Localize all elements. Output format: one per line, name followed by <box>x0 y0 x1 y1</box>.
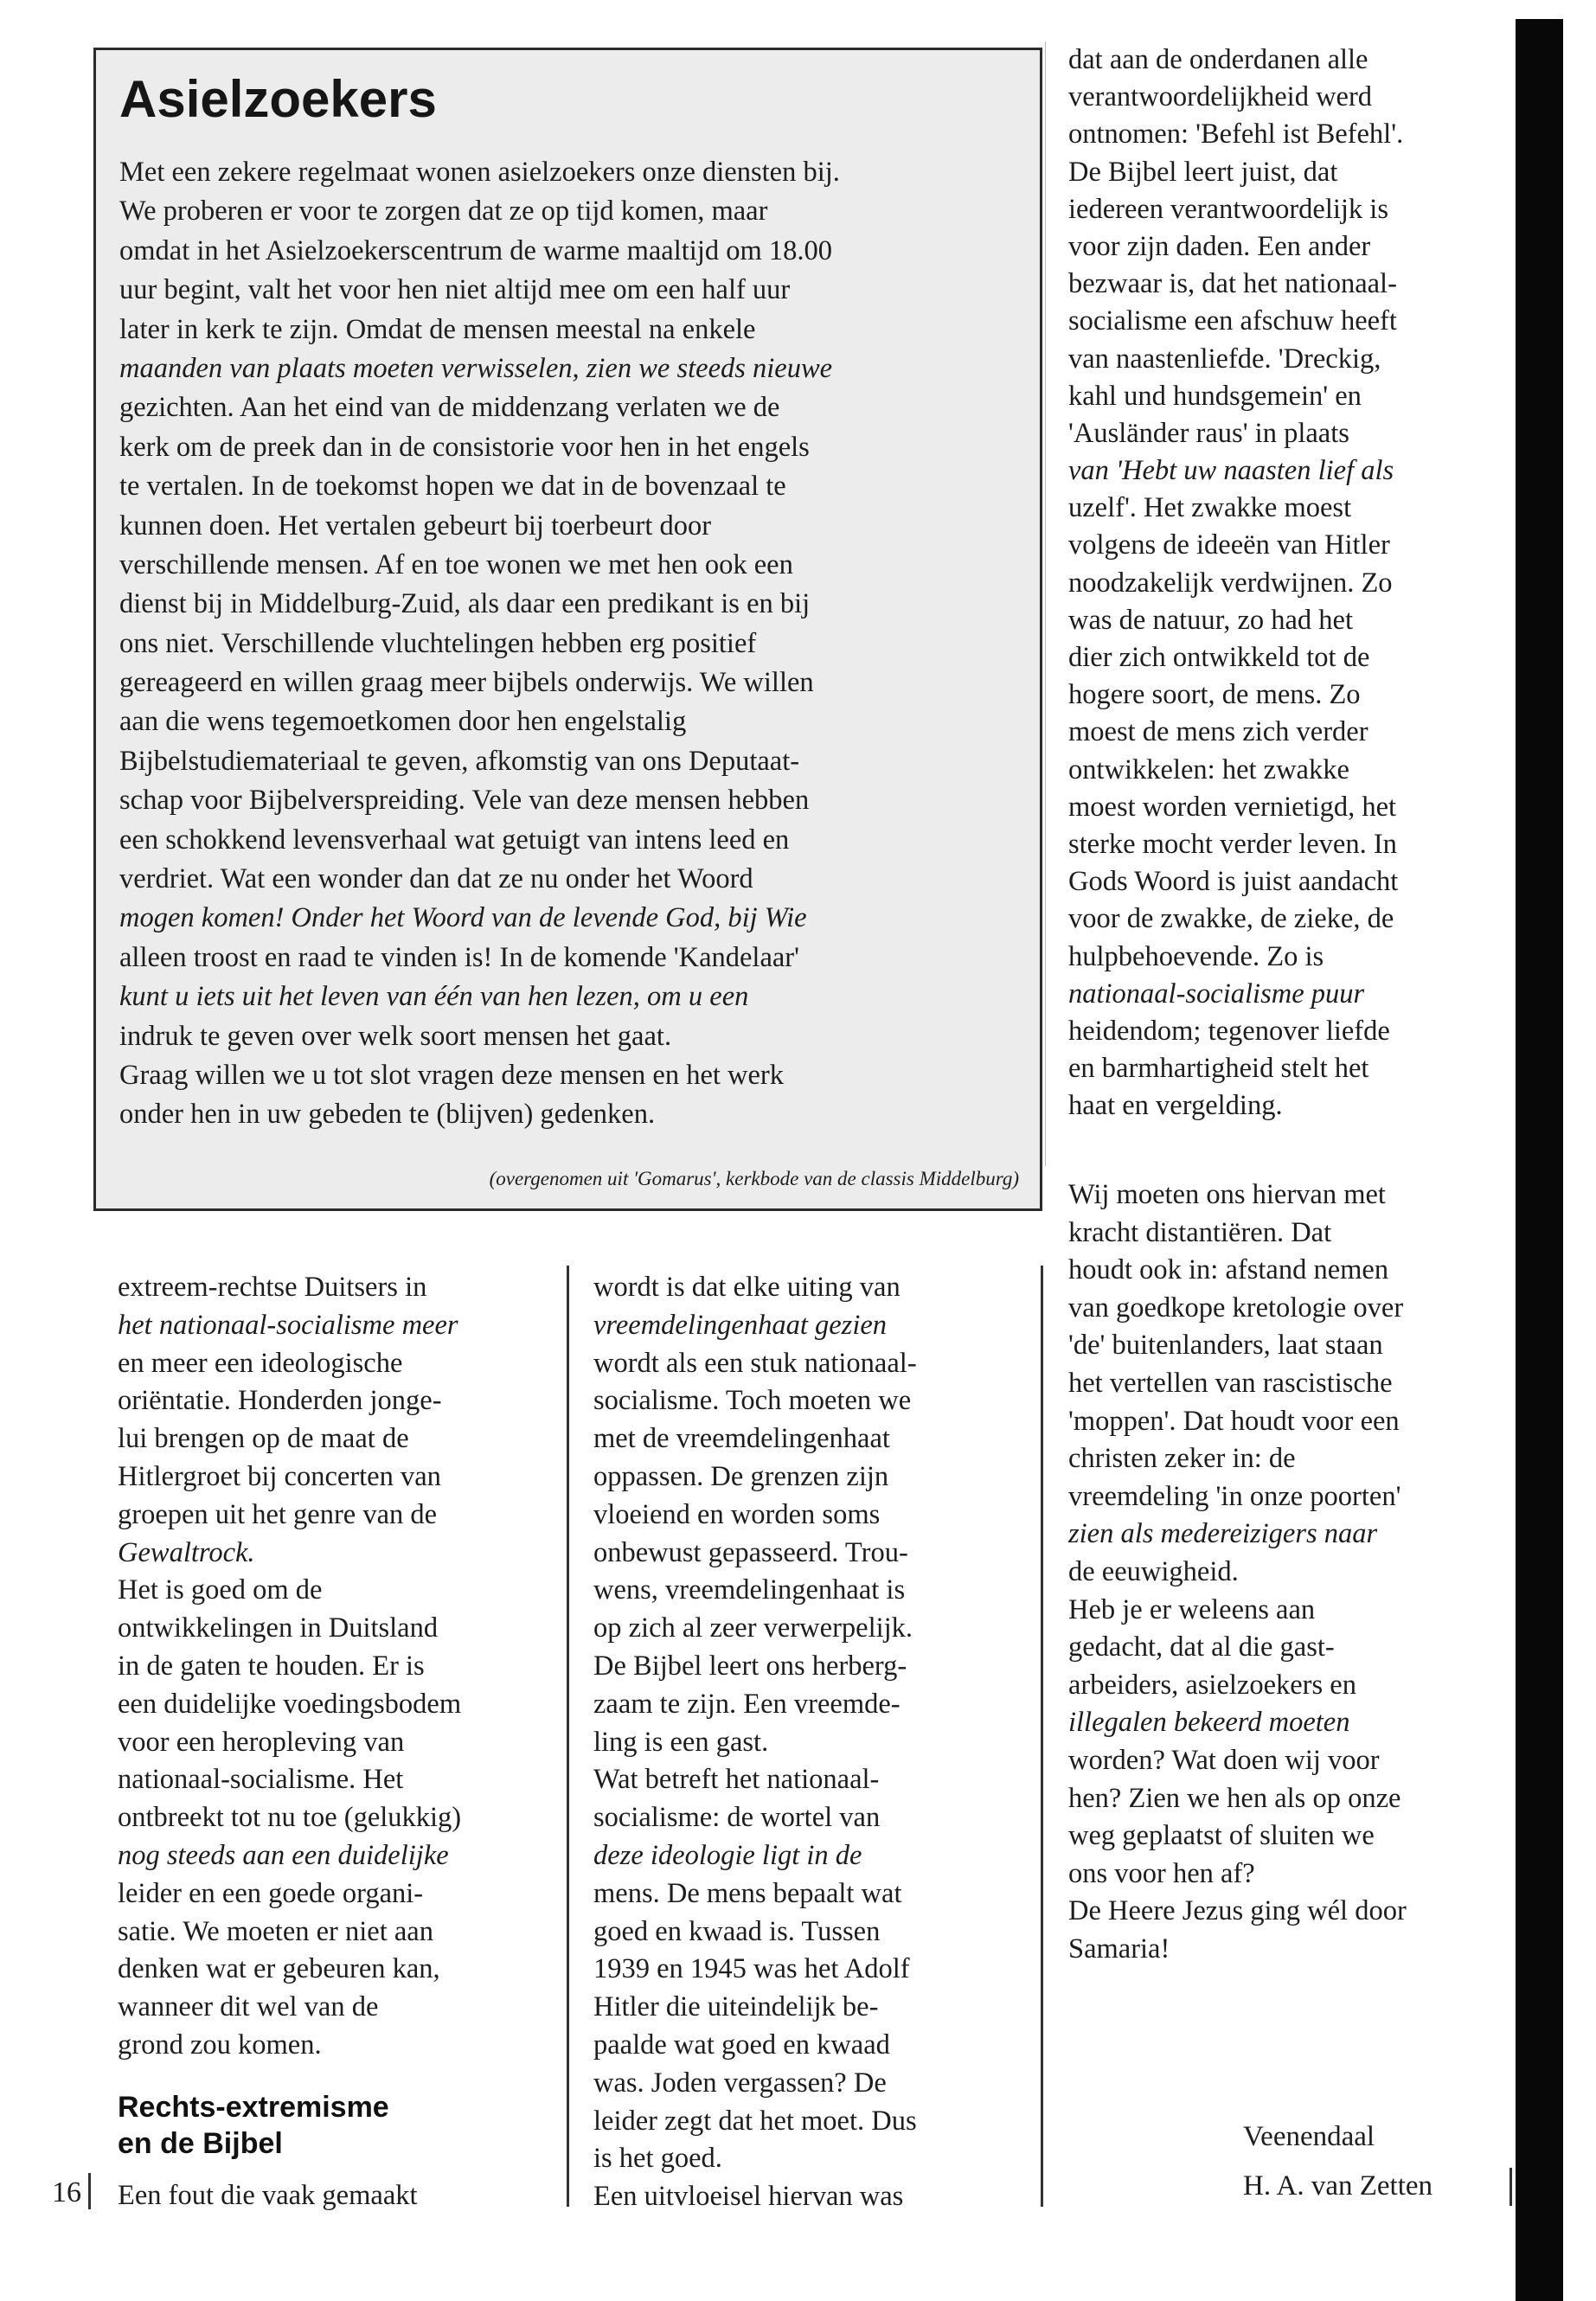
text-line: iedereen verantwoordelijk is <box>1068 193 1388 225</box>
text-line: te vertalen. In de toekomst hopen we dat in de bovenzaal te <box>119 471 786 503</box>
box-title: Asielzoekers <box>119 70 437 128</box>
text-line: christen zeker in: de <box>1068 1443 1296 1475</box>
text-line: onbewust gepasseerd. Trou- <box>593 1536 908 1568</box>
text-line: ontnomen: 'Befehl ist Befehl'. <box>1068 119 1404 151</box>
text-line: Het is goed om de <box>118 1574 323 1606</box>
text-line: De Bijbel leert ons herberg- <box>593 1650 907 1682</box>
box-source: (overgenomen uit 'Gomarus', kerkbode van de classis Middelburg) <box>489 1168 1019 1189</box>
text-line: lui brengen op de maat de <box>118 1423 409 1455</box>
text-line: wanneer dit wel van de <box>118 1991 379 2023</box>
text-line: grond zou komen. <box>118 2029 322 2061</box>
text-line: en meer een ideologische <box>118 1347 403 1379</box>
text-line: vloeiend en worden soms <box>593 1498 881 1530</box>
text-line: Hitler die uiteindelijk be- <box>593 1991 879 2023</box>
text-line: onder hen in uw gebeden te (blijven) gedenken. <box>119 1099 656 1131</box>
text-line: mens. De mens bepaalt wat <box>593 1877 902 1909</box>
text-line: Bijbelstudiemateriaal te geven, afkomstig van ons Deputaat- <box>119 745 800 777</box>
text-line: uzelf'. Het zwakke moest <box>1068 492 1352 524</box>
text-line: mogen komen! Onder het Woord van de levende God, bij Wie <box>119 902 807 934</box>
text-line: weg geplaatst of sluiten we <box>1068 1820 1375 1852</box>
text-line: maanden van plaats moeten verwisselen, zien we steeds nieuwe <box>119 352 833 384</box>
text-line: Hitlergroet bij concerten van <box>118 1460 441 1492</box>
text-line: sterke mocht verder leven. In <box>1068 828 1397 860</box>
text-line: nationaal-socialisme puur <box>1068 977 1365 1009</box>
text-line: Wij moeten ons hiervan met <box>1068 1179 1386 1210</box>
page-number-rule <box>88 2173 91 2209</box>
text-line: ons voor hen af? <box>1068 1857 1255 1889</box>
text-line: later in kerk te zijn. Omdat de mensen meestal na enkele <box>119 313 756 345</box>
text-line: socialisme. Toch moeten we <box>593 1385 912 1417</box>
text-line: indruk te geven over welk soort mensen het gaat. <box>119 1020 672 1052</box>
text-line: gereageerd en willen graag meer bijbels onderwijs. We willen <box>119 667 814 699</box>
text-line: de eeuwigheid. <box>1068 1555 1239 1587</box>
text-line: voor de zwakke, de zieke, de <box>1068 903 1394 935</box>
text-line: heidendom; tegenover liefde <box>1068 1015 1390 1047</box>
author-rule <box>1509 2168 1512 2206</box>
text-line: van naastenliefde. 'Dreckig, <box>1068 343 1381 375</box>
author-place: Veenendaal <box>1243 2121 1375 2152</box>
text-line: kerk om de preek dan in de consistorie voor hen in het engels <box>119 431 810 463</box>
text-line: Graag willen we u tot slot vragen deze mensen en het werk <box>119 1059 784 1091</box>
text-line: omdat in het Asielzoekerscentrum de warme maaltijd om 18.00 <box>119 234 833 266</box>
text-line: De Heere Jezus ging wél door <box>1068 1895 1407 1927</box>
text-line: voor een heropleving van <box>118 1726 405 1758</box>
text-line: houdt ook in: afstand nemen <box>1068 1254 1389 1286</box>
column-right-bottom <box>1068 1176 1501 1968</box>
text-line: verdriet. Wat een wonder dan dat ze nu onder het Woord <box>119 863 753 895</box>
text-line: socialisme: de wortel van <box>593 1802 881 1834</box>
text-line: moest de mens zich verder <box>1068 716 1368 748</box>
text-line: wordt is dat elke uiting van <box>593 1272 901 1303</box>
box-body <box>119 153 1019 1135</box>
text-line: De Bijbel leert juist, dat <box>1068 156 1338 188</box>
text-line: zaam te zijn. Een vreemde- <box>593 1688 901 1720</box>
text-line: moest worden vernietigd, het <box>1068 791 1397 823</box>
text-line: worden? Wat doen wij voor <box>1068 1744 1380 1776</box>
text-line: socialisme een afschuw heeft <box>1068 305 1397 337</box>
text-line: met de vreemdelingenhaat <box>593 1423 890 1455</box>
text-line: gedacht, dat al die gast- <box>1068 1631 1335 1663</box>
text-line: 'Ausländer raus' in plaats <box>1068 417 1349 449</box>
text-line: van goedkope kretologie over <box>1068 1292 1404 1324</box>
text-line: ontbreekt tot nu toe (gelukkig) <box>118 1802 462 1834</box>
text-line: leider zegt dat het moet. Dus <box>593 2105 917 2137</box>
column-right-top <box>1068 42 1501 1125</box>
text-line: hen? Zien we hen als op onze <box>1068 1782 1401 1814</box>
text-line: kunnen doen. Het vertalen gebeurt bij toerbeurt door <box>119 510 712 542</box>
text-line: een duidelijke voedingsbodem <box>118 1688 462 1720</box>
scan-edge-bar <box>1516 19 1563 2301</box>
text-line: 1939 en 1945 was het Adolf <box>593 1953 910 1985</box>
text-line: We proberen er voor te zorgen dat ze op tijd komen, maar <box>119 195 768 228</box>
text-line: vreemdelingenhaat gezien <box>593 1309 888 1341</box>
text-line: 'de' buitenlanders, laat staan <box>1068 1330 1383 1362</box>
text-line: arbeiders, asielzoekers en <box>1068 1669 1356 1701</box>
text-line: vreemdeling 'in onze poorten' <box>1068 1480 1401 1512</box>
text-line: Een fout die vaak gemaakt <box>118 2180 418 2211</box>
text-line: kahl und hundsgemein' en <box>1068 380 1362 412</box>
text-line: wens, vreemdelingenhaat is <box>593 1574 906 1606</box>
text-line: zien als medereizigers naar <box>1068 1518 1378 1550</box>
text-line: uur begint, valt het voor hen niet altijd mee om een half uur <box>119 274 791 306</box>
text-line: verantwoordelijkheid werd <box>1068 81 1373 113</box>
text-line: ons niet. Verschillende vluchtelingen hebben erg positief <box>119 627 757 659</box>
text-line: wordt als een stuk nationaal- <box>593 1347 917 1379</box>
text-line: was de natuur, zo had het <box>1068 604 1353 636</box>
text-line: het vertellen van rascistische <box>1068 1367 1393 1399</box>
text-line: nationaal-socialisme. Het <box>118 1764 404 1796</box>
text-line: in de gaten te houden. Er is <box>118 1650 425 1682</box>
text-line: oppassen. De grenzen zijn <box>593 1460 889 1492</box>
text-line: oriëntatie. Honderden jonge- <box>118 1385 442 1417</box>
text-line: een schokkend levensverhaal wat getuigt van intens leed en <box>119 824 790 856</box>
text-line: volgens de ideeën van Hitler <box>1068 529 1390 561</box>
text-line: Gods Woord is juist aandacht <box>1068 866 1399 898</box>
text-line: schap voor Bijbelverspreiding. Vele van deze mensen hebben <box>119 785 810 817</box>
text-line: extreem-rechtse Duitsers in <box>118 1272 427 1303</box>
text-line: alleen troost en raad te vinden is! In de komende 'Kandelaar' <box>119 941 799 973</box>
section-heading-line-2: en de Bijbel <box>118 2127 283 2160</box>
text-line: Samaria! <box>1068 1932 1170 1965</box>
text-line: satie. We moeten er niet aan <box>118 1915 433 1947</box>
text-line: dier zich ontwikkeld tot de <box>1068 642 1370 673</box>
text-line: Met een zekere regelmaat wonen asielzoekers onze diensten bij. <box>119 157 840 188</box>
column-middle <box>593 1269 1026 2216</box>
text-line: voor zijn daden. Een ander <box>1068 230 1371 262</box>
text-line: deze ideologie ligt in de <box>593 1839 862 1871</box>
text-line: kracht distantiëren. Dat <box>1068 1216 1332 1248</box>
column-rule-1 <box>567 1266 569 2207</box>
text-line: van 'Hebt uw naasten lief als <box>1068 455 1394 487</box>
section-heading <box>118 2089 533 2162</box>
text-line: aan die wens tegemoetkomen door hen engelstalig <box>119 706 687 738</box>
text-line: 'moppen'. Dat houdt voor een <box>1068 1405 1400 1437</box>
text-line: was. Joden vergassen? De <box>593 2067 887 2099</box>
text-line: illegalen bekeerd moeten <box>1068 1707 1350 1739</box>
text-line: Heb je er weleens aan <box>1068 1593 1316 1625</box>
author-name: H. A. van Zetten <box>1243 2170 1433 2202</box>
text-line: goed en kwaad is. Tussen <box>593 1915 881 1947</box>
text-line: groepen uit het genre van de <box>118 1498 438 1530</box>
text-line: gezichten. Aan het eind van de middenzang verlaten we de <box>119 392 780 424</box>
text-line: het nationaal-socialisme meer <box>118 1309 458 1341</box>
text-line: Een uitvloeisel hiervan was <box>593 2181 904 2213</box>
text-line: op zich al zeer verwerpelijk. <box>593 1612 913 1644</box>
column-left-end <box>118 2177 550 2215</box>
text-line: en barmhartigheid stelt het <box>1068 1053 1369 1085</box>
text-line: dat aan de onderdanen alle <box>1068 44 1368 75</box>
text-line: is het goed. <box>593 2143 722 2175</box>
text-line: hogere soort, de mens. Zo <box>1068 679 1361 711</box>
text-line: ling is een gast. <box>593 1726 769 1758</box>
text-line: denken wat er gebeuren kan, <box>118 1953 440 1985</box>
page-number: 16 <box>52 2176 81 2208</box>
text-line: noodzakelijk verdwijnen. Zo <box>1068 567 1393 599</box>
text-line: ontwikkelingen in Duitsland <box>118 1612 439 1644</box>
column-rule-2 <box>1041 1266 1043 2207</box>
text-line: dienst bij in Middelburg-Zuid, als daar een predikant is en bij <box>119 588 811 620</box>
text-line: Wat betreft het nationaal- <box>593 1764 880 1796</box>
column-left <box>118 1269 550 2065</box>
text-line: ontwikkelen: het zwakke <box>1068 753 1349 785</box>
text-line: leider en een goede organi- <box>118 1877 424 1909</box>
text-line: hulpbehoevende. Zo is <box>1068 940 1324 972</box>
text-line: nog steeds aan een duidelijke <box>118 1839 449 1871</box>
text-line: paalde wat goed en kwaad <box>593 2029 890 2061</box>
text-line: kunt u iets uit het leven van één van hen lezen, om u een <box>119 981 749 1013</box>
text-line: verschillende mensen. Af en toe wonen we met hen ook een <box>119 548 793 580</box>
text-line: Gewaltrock. <box>118 1536 255 1568</box>
column-divider-right <box>1045 42 1046 1166</box>
text-line: bezwaar is, dat het nationaal- <box>1068 268 1397 300</box>
section-heading-line-1: Rechts-extremisme <box>118 2091 389 2124</box>
text-line: haat en vergelding. <box>1068 1090 1283 1122</box>
